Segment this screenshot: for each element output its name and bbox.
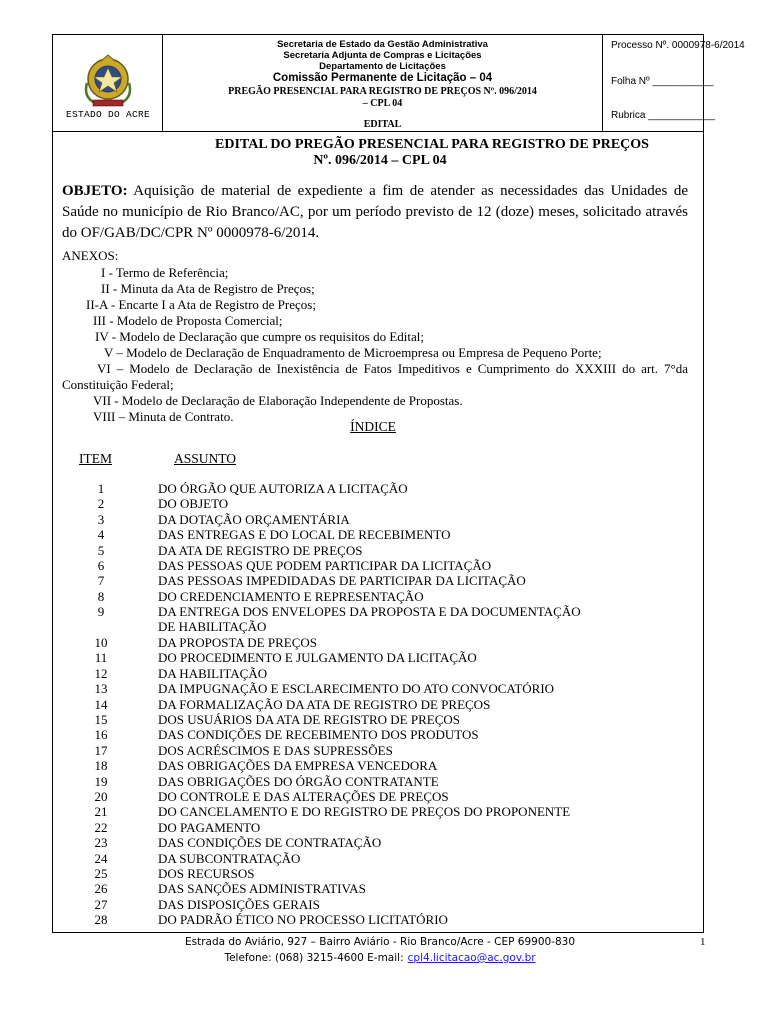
document-header — [52, 34, 745, 132]
header-right-cell — [603, 35, 745, 131]
indice-row — [0, 481, 770, 496]
indice-row — [0, 804, 770, 819]
indice-row-subject: DAS PESSOAS QUE PODEM PARTICIPAR DA LICITAÇÃO — [158, 558, 492, 573]
indice-row — [0, 558, 770, 573]
indice-row-number: 14 — [94, 696, 108, 712]
indice-row-subject: DA ENTREGA DOS ENVELOPES DA PROPOSTA E DA DOCUMENTAÇÃO — [158, 604, 581, 620]
indice-row-number: 28 — [94, 912, 108, 928]
document-subtitle: Nº. 096/2014 – CPL 04 — [313, 153, 447, 168]
indice-row-continuation: DE HABILITAÇÃO — [158, 619, 267, 634]
indice-row-subject: DAS PESSOAS IMPEDIDADAS DE PARTICIPAR DA LICITAÇÃO — [158, 573, 526, 589]
indice-row — [0, 543, 770, 558]
indice-row-subject: DO PAGAMENTO — [158, 819, 261, 835]
anexos-title: ANEXOS: — [62, 248, 119, 263]
indice-row — [0, 666, 770, 681]
indice-row-number: 25 — [94, 866, 108, 881]
indice-row-number: 6 — [97, 558, 105, 573]
anexo-item: III - Modelo de Proposta Comercial; — [93, 313, 283, 328]
indice-row — [0, 604, 770, 619]
anexo-item: II-A - Encarte I a Ata de Registro de Preços; — [86, 297, 316, 312]
anexo-item: VII - Modelo de Declaração de Elaboração Independente de Propostas. — [93, 393, 463, 408]
indice-row-number: 19 — [94, 773, 108, 789]
indice-row — [0, 681, 770, 696]
objeto-label: OBJETO: — [62, 183, 128, 199]
footer-address: Estrada do Aviário, 927 – Bairro Aviário - Rio Branco/Acre - CEP 69900-830 — [184, 936, 576, 948]
indice-row-number: 7 — [97, 573, 105, 589]
indice-row-number: 11 — [94, 650, 108, 666]
indice-row-subject: DOS RECURSOS — [158, 866, 255, 881]
indice-row-subject: DOS USUÁRIOS DA ATA DE REGISTRO DE PREÇOS — [158, 712, 460, 727]
indice-row — [0, 697, 770, 712]
header-secretaria: Secretaria de Estado da Gestão Administrativa — [277, 39, 488, 50]
indice-row-subject: DAS CONDIÇÕES DE CONTRATAÇÃO — [158, 835, 382, 851]
indice-row — [0, 650, 770, 665]
indice-row-number: 10 — [94, 635, 108, 650]
indice-row-subject: DAS SANÇÕES ADMINISTRATIVAS — [158, 881, 366, 897]
header-folha: Folha Nº ___________ — [611, 76, 714, 87]
objeto-text: Aquisição de material de expediente a fim de atender as necessidades das Unidades de Saúde no município de Rio Branco/AC, por um período previsto de 12 (doze) meses, solicitado através do OF/GAB/DC/CPR Nº 0000978-6/2014. — [62, 183, 688, 241]
indice-row-number: 8 — [97, 588, 105, 604]
header-center-cell — [163, 35, 603, 131]
indice-row-subject: DAS ENTREGAS E DO LOCAL DE RECEBIMENTO — [158, 527, 451, 543]
indice-row-subject: DA HABILITAÇÃO — [158, 665, 268, 681]
indice-row-number: 21 — [94, 804, 108, 820]
indice-row — [0, 881, 770, 896]
indice-row — [0, 573, 770, 588]
indice-row-number: 13 — [94, 681, 108, 697]
indice-row — [0, 527, 770, 542]
anexo-item: VIII – Minuta de Contrato. — [93, 409, 234, 424]
indice-row-number: 12 — [94, 665, 108, 681]
footer-contact — [0, 952, 760, 964]
indice-row-subject: DO CONTROLE E DAS ALTERAÇÕES DE PREÇOS — [158, 789, 449, 804]
indice-row-number: 1 — [97, 481, 105, 496]
indice-row — [0, 512, 770, 527]
state-coat-of-arms-icon — [81, 53, 135, 111]
indice-row — [0, 820, 770, 835]
indice-title: ÍNDICE — [350, 419, 396, 434]
indice-row — [0, 589, 770, 604]
header-logo-cell — [53, 35, 163, 131]
header-departamento: Departamento de Licitações — [319, 61, 446, 72]
indice-row-subject: DA DOTAÇÃO ORÇAMENTÁRIA — [158, 511, 350, 527]
header-secretaria-adjunta: Secretaria Adjunta de Compras e Licitações — [283, 50, 482, 61]
indice-row — [0, 835, 770, 850]
indice-row-number: 22 — [94, 819, 108, 835]
indice-row — [0, 496, 770, 511]
indice-column-item: ITEM — [79, 451, 112, 466]
document-title: EDITAL DO PREGÃO PRESENCIAL PARA REGISTRO DE PREÇOS — [215, 137, 649, 152]
indice-row-number: 24 — [94, 850, 108, 866]
anexo-item: II - Minuta da Ata de Registro de Preços; — [101, 281, 315, 296]
indice-row-number: 15 — [94, 712, 108, 727]
anexo-item: VI – Modelo de Declaração de Inexistência de Fatos Impeditivos e Cumprimento do XXXIII do art. 7°da Constituição Federal; — [62, 361, 688, 392]
indice-row-number: 23 — [94, 835, 108, 851]
anexo-item: I - Termo de Referência; — [101, 265, 229, 280]
footer-phone: Telefone: (068) 3215-4600 E-mail: — [224, 952, 404, 964]
indice-column-assunto: ASSUNTO — [174, 451, 237, 466]
indice-row-subject: DO ÓRGÃO QUE AUTORIZA A LICITAÇÃO — [158, 481, 408, 496]
indice-row — [0, 635, 770, 650]
indice-row-number: 26 — [94, 881, 108, 897]
indice-row-number: 16 — [94, 727, 108, 743]
indice-row-subject: DO OBJETO — [158, 496, 229, 512]
indice-row — [0, 743, 770, 758]
indice-row — [0, 789, 770, 804]
indice-row-number: 2 — [97, 496, 105, 512]
indice-row-number: 20 — [94, 789, 108, 804]
indice-row-subject: DO PROCEDIMENTO E JULGAMENTO DA LICITAÇÃO — [158, 650, 477, 666]
header-cpl: – CPL 04 — [362, 98, 403, 109]
indice-row — [0, 897, 770, 912]
anexo-item: V – Modelo de Declaração de Enquadramento de Microempresa ou Empresa de Pequeno Porte; — [104, 345, 602, 360]
indice-row — [0, 912, 770, 927]
indice-row — [0, 727, 770, 742]
indice-row-subject: DAS OBRIGAÇÕES DA EMPRESA VENCEDORA — [158, 758, 438, 774]
anexo-item: IV - Modelo de Declaração que cumpre os requisitos do Edital; — [95, 329, 424, 344]
indice-row — [0, 851, 770, 866]
indice-row-subject: DA PROPOSTA DE PREÇOS — [158, 635, 317, 650]
indice-row-subject: DAS DISPOSIÇÕES GERAIS — [158, 896, 320, 912]
indice-row-subject: DA IMPUGNAÇÃO E ESCLARECIMENTO DO ATO CONVOCATÓRIO — [158, 681, 555, 697]
state-label: ESTADO DO ACRE — [65, 109, 150, 120]
header-pregao: PREGÃO PRESENCIAL PARA REGISTRO DE PREÇOS Nº. 096/2014 — [228, 86, 537, 97]
indice-row-number: 5 — [97, 542, 105, 558]
indice-row — [0, 774, 770, 789]
indice-row-number: 18 — [94, 758, 108, 774]
indice-row-subject: DAS CONDIÇÕES DE RECEBIMENTO DOS PRODUTOS — [158, 727, 479, 743]
indice-row-number: 27 — [94, 896, 108, 912]
page-number: 1 — [700, 936, 706, 948]
header-rubrica: Rubrica ____________ — [611, 110, 715, 121]
indice-row-number: 4 — [97, 527, 105, 543]
footer-email-link[interactable]: cpl4.licitacao@ac.gov.br — [407, 952, 536, 964]
indice-row-subject: DA FORMALIZAÇÃO DA ATA DE REGISTRO DE PREÇOS — [158, 696, 491, 712]
indice-row-number: 3 — [97, 511, 105, 527]
indice-row-subject: DO CANCELAMENTO E DO REGISTRO DE PREÇOS DO PROPONENTE — [158, 804, 571, 820]
indice-row — [0, 758, 770, 773]
indice-row-subject: DAS OBRIGAÇÕES DO ÓRGÃO CONTRATANTE — [158, 773, 439, 789]
indice-row-subject: DO PADRÃO ÉTICO NO PROCESSO LICITATÓRIO — [158, 912, 448, 928]
header-edital: EDITAL — [363, 119, 402, 130]
indice-row-subject: DA SUBCONTRATAÇÃO — [158, 850, 301, 866]
indice-row-subject: DA ATA DE REGISTRO DE PREÇOS — [158, 542, 363, 558]
indice-row-number: 17 — [94, 742, 108, 758]
indice-row-subject: DOS ACRÉSCIMOS E DAS SUPRESSÕES — [158, 742, 393, 758]
indice-row-number: 9 — [97, 604, 105, 620]
indice-row — [0, 866, 770, 881]
header-processo: Processo Nº. 0000978-6/2014 — [611, 40, 745, 51]
indice-row — [0, 712, 770, 727]
objeto-paragraph — [62, 181, 688, 244]
header-comissao: Comissão Permanente de Licitação – 04 — [272, 72, 493, 84]
indice-row-subject: DO CREDENCIAMENTO E REPRESENTAÇÃO — [158, 588, 424, 604]
